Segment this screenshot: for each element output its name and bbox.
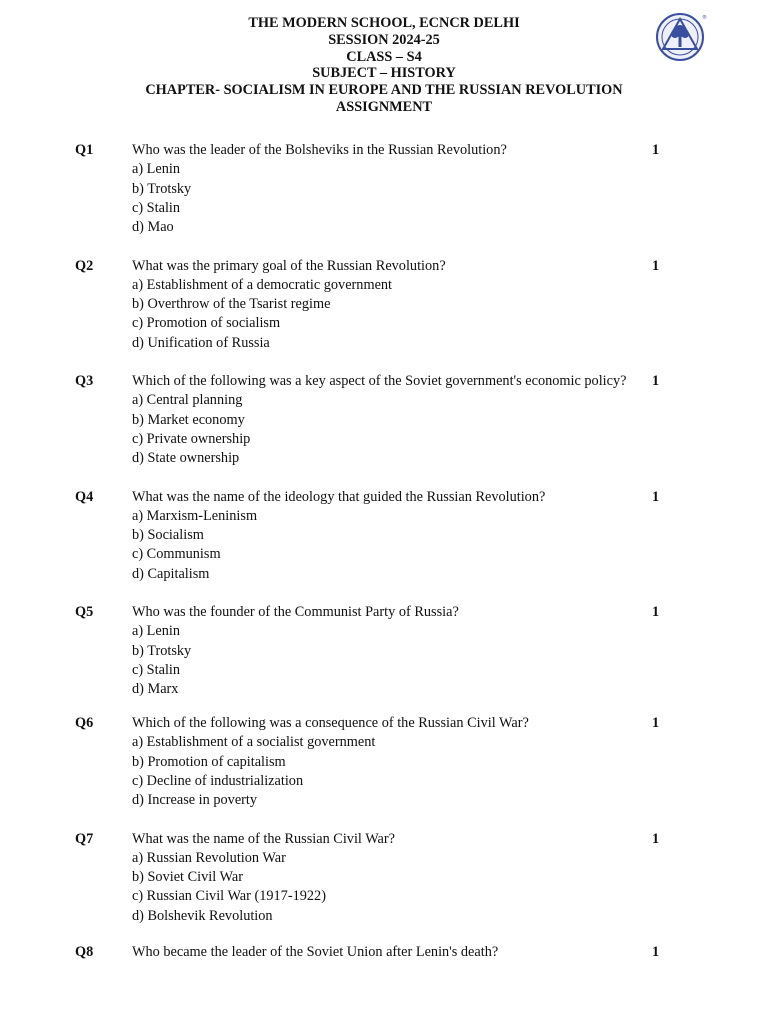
- question-marks: 1: [652, 142, 660, 158]
- session-label: SESSION 2024-25: [328, 31, 440, 48]
- class-label: CLASS – S4: [346, 48, 422, 65]
- svg-text:®: ®: [702, 15, 707, 21]
- answer-option: a) Establishment of a democratic government: [132, 276, 393, 293]
- question-number: Q6: [75, 715, 94, 731]
- school-emblem-icon: [654, 11, 706, 63]
- question-text: Who became the leader of the Soviet Union after Lenin's death?: [132, 943, 499, 960]
- answer-option: d) Capitalism: [132, 565, 210, 582]
- document-type: ASSIGNMENT: [335, 98, 433, 115]
- school-name: THE MODERN SCHOOL, ECNCR DELHI: [248, 15, 520, 31]
- question-marks: 1: [652, 715, 660, 731]
- question-marks: 1: [652, 604, 660, 620]
- question-item: [0, 714, 768, 810]
- question-number: Q3: [75, 373, 94, 389]
- answer-option: a) Marxism-Leninism: [132, 507, 258, 524]
- answer-option: d) Increase in poverty: [132, 792, 258, 809]
- question-text: What was the name of the ideology that guided the Russian Revolution?: [132, 488, 546, 505]
- question-number: Q5: [75, 604, 94, 620]
- subject-label: SUBJECT – HISTORY: [312, 65, 456, 82]
- answer-option: b) Socialism: [132, 527, 204, 544]
- answer-option: d) State ownership: [132, 450, 240, 467]
- answer-option: c) Stalin: [132, 661, 181, 678]
- answer-option: d) Unification of Russia: [132, 334, 270, 351]
- question-text: What was the name of the Russian Civil War?: [132, 830, 396, 847]
- question-number: Q2: [75, 257, 94, 274]
- answer-option: a) Russian Revolution War: [132, 849, 286, 866]
- question-marks: 1: [652, 943, 660, 960]
- answer-option: d) Mao: [132, 219, 174, 236]
- answer-option: d) Marx: [132, 681, 179, 698]
- question-marks: 1: [652, 257, 660, 274]
- question-number: Q1: [75, 142, 94, 158]
- question-text: Which of the following was a key aspect of the Soviet government's economic policy?: [132, 373, 627, 389]
- question-text: Who was the leader of the Bolsheviks in the Russian Revolution?: [132, 142, 507, 158]
- answer-option: c) Russian Civil War (1917-1922): [132, 888, 326, 905]
- answer-option: b) Market economy: [132, 411, 245, 428]
- answer-option: c) Private ownership: [132, 430, 251, 447]
- question-text: What was the primary goal of the Russian Revolution?: [132, 257, 446, 274]
- answer-option: b) Trotsky: [132, 180, 192, 197]
- answer-option: c) Stalin: [132, 199, 181, 216]
- answer-option: c) Promotion of socialism: [132, 315, 281, 332]
- question-marks: 1: [652, 373, 660, 389]
- question-marks: 1: [652, 488, 660, 505]
- answer-option: b) Trotsky: [132, 642, 192, 659]
- question-number: Q8: [75, 943, 94, 960]
- question-text: Which of the following was a consequence of the Russian Civil War?: [132, 715, 529, 731]
- question-item: [0, 257, 768, 353]
- chapter-title: CHAPTER- SOCIALISM IN EUROPE AND THE RUSSIAN REVOLUTION: [145, 82, 623, 99]
- answer-option: a) Lenin: [132, 623, 181, 640]
- question-number: Q7: [75, 830, 94, 847]
- question-item: [0, 372, 768, 468]
- answer-option: a) Central planning: [132, 392, 243, 409]
- question-number: Q4: [75, 488, 94, 505]
- question-item: [0, 830, 768, 926]
- answer-option: b) Soviet Civil War: [132, 869, 243, 886]
- question-item: [0, 141, 768, 237]
- answer-option: d) Bolshevik Revolution: [132, 907, 273, 924]
- question-text: Who was the founder of the Communist Party of Russia?: [132, 604, 459, 620]
- answer-option: a) Establishment of a socialist government: [132, 734, 376, 751]
- answer-option: a) Lenin: [132, 161, 181, 178]
- document-header: [0, 15, 768, 116]
- answer-option: b) Overthrow of the Tsarist regime: [132, 296, 331, 313]
- answer-option: c) Communism: [132, 546, 221, 563]
- answer-option: c) Decline of industrialization: [132, 772, 304, 789]
- question-item: [0, 488, 768, 584]
- question-item: [0, 603, 768, 699]
- answer-option: b) Promotion of capitalism: [132, 753, 286, 770]
- question-item: [0, 943, 768, 962]
- question-marks: 1: [652, 830, 660, 847]
